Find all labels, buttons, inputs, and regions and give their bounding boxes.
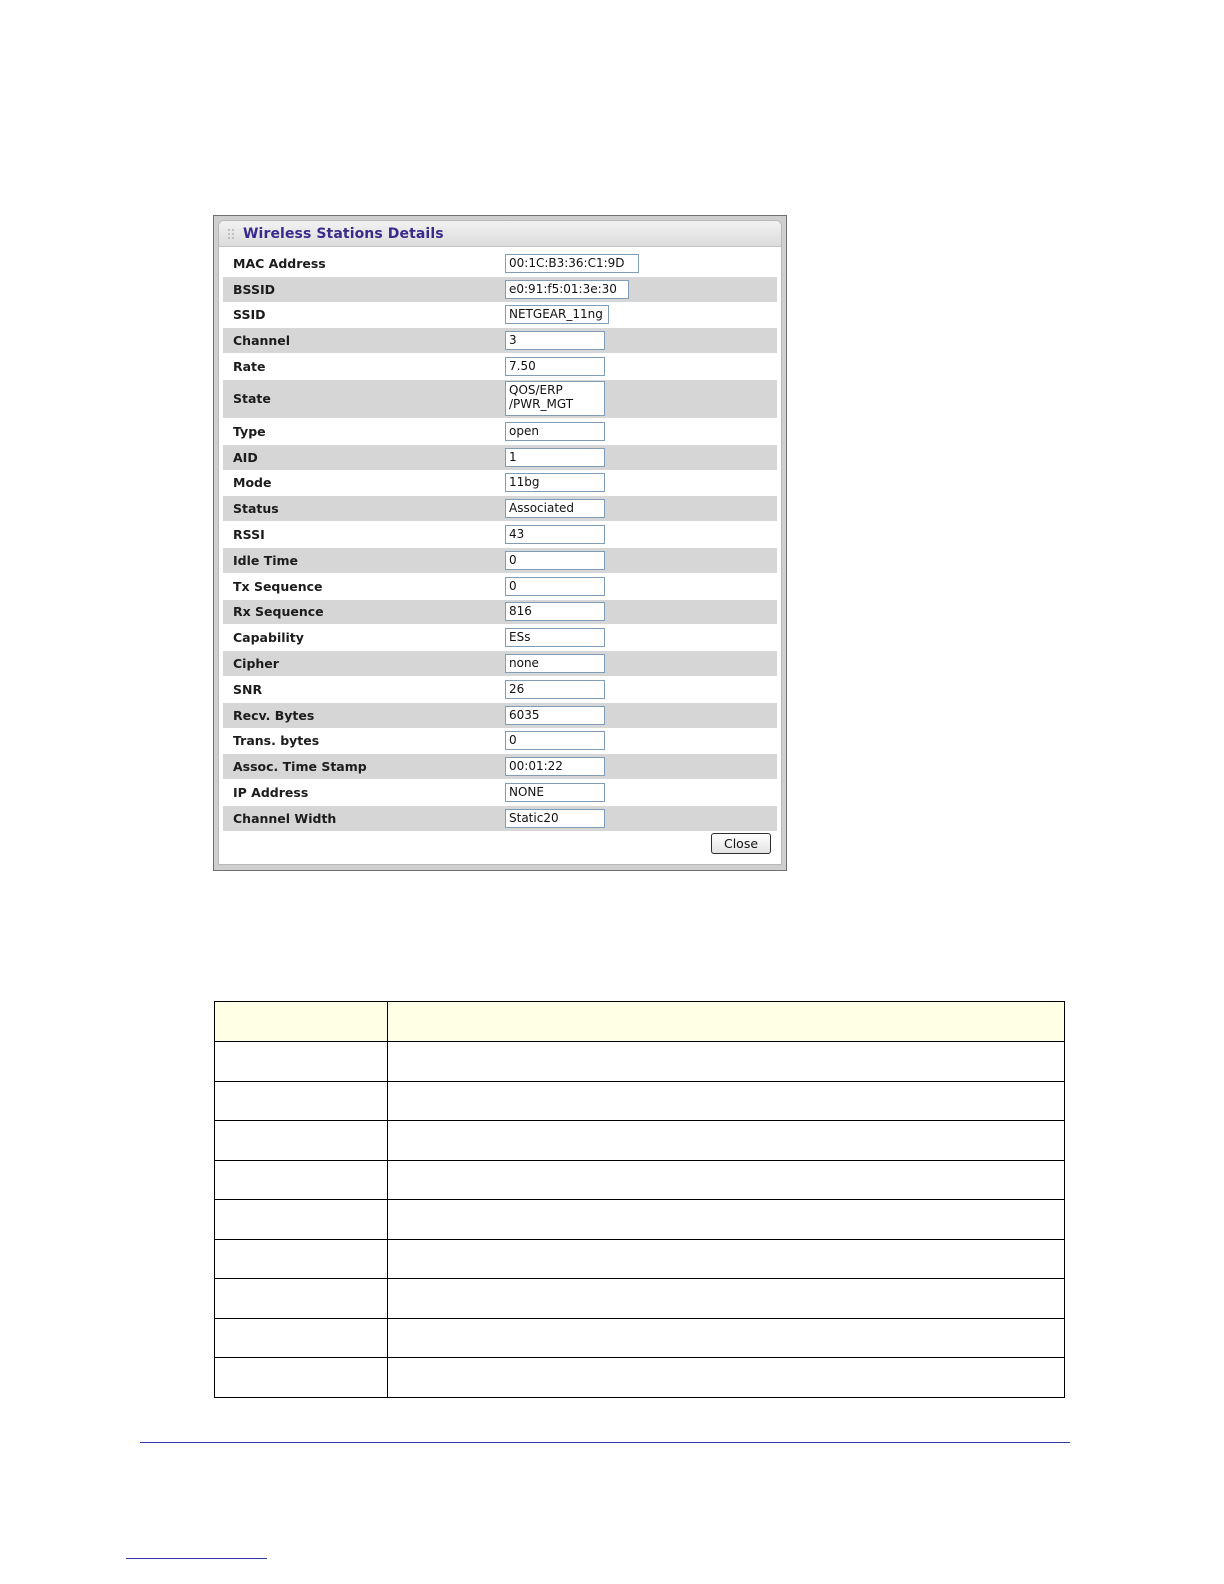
detail-label: BSSID	[233, 281, 275, 297]
tx-sequence-field[interactable]: 0	[505, 577, 605, 596]
detail-row-snr	[223, 677, 777, 703]
trans-bytes-field[interactable]: 0	[505, 731, 605, 750]
detail-row-capability	[223, 625, 777, 651]
status-field[interactable]: Associated	[505, 499, 605, 518]
detail-label: IP Address	[233, 785, 309, 801]
detail-label: RSSI	[233, 527, 265, 543]
type-field[interactable]: open	[505, 422, 605, 441]
dialog-header	[219, 221, 781, 247]
dialog-title: Wireless Stations Details	[243, 225, 444, 242]
recv-bytes-field[interactable]: 6035	[505, 706, 605, 725]
table-cell	[215, 1200, 388, 1240]
detail-row-state	[223, 380, 777, 419]
detail-row-assoc-time-stamp	[223, 754, 777, 780]
table-row	[215, 1160, 1065, 1200]
table-cell	[388, 1279, 1065, 1319]
detail-label: Channel	[233, 333, 291, 349]
detail-label: Channel Width	[233, 810, 337, 826]
dialog-panel	[218, 220, 782, 865]
detail-label: SSID	[233, 307, 266, 323]
detail-label: AID	[233, 449, 258, 465]
table-cell	[388, 1081, 1065, 1121]
detail-label: Trans. bytes	[233, 733, 320, 749]
mode-field[interactable]: 11bg	[505, 473, 605, 492]
rssi-field[interactable]: 43	[505, 525, 605, 544]
table-row	[215, 1318, 1065, 1358]
detail-label: Mode	[233, 475, 272, 491]
table-cell	[388, 1160, 1065, 1200]
detail-row-status	[223, 496, 777, 522]
ip-address-field[interactable]: NONE	[505, 783, 605, 802]
assoc-time-stamp-field[interactable]: 00:01:22	[505, 757, 605, 776]
table-row	[215, 1279, 1065, 1319]
detail-label: Rx Sequence	[233, 604, 324, 620]
detail-row-cipher	[223, 651, 777, 677]
footer-link-underline	[126, 1558, 267, 1559]
detail-label: Rate	[233, 359, 266, 375]
detail-row-ip-address	[223, 780, 777, 806]
table-cell	[388, 1200, 1065, 1240]
table-row	[215, 1358, 1065, 1398]
table-cell	[215, 1318, 388, 1358]
detail-row-idle-time	[223, 548, 777, 574]
aid-field[interactable]: 1	[505, 448, 605, 467]
detail-row-recv-bytes	[223, 703, 777, 729]
wireless-stations-details-dialog	[213, 215, 787, 871]
detail-label: Status	[233, 501, 279, 517]
detail-label: MAC Address	[233, 255, 326, 271]
detail-label: Assoc. Time Stamp	[233, 759, 367, 775]
detail-label: Recv. Bytes	[233, 707, 315, 723]
table-row	[215, 1239, 1065, 1279]
detail-row-channel	[223, 328, 777, 354]
table-header-cell	[215, 1002, 388, 1042]
detail-label: SNR	[233, 681, 263, 697]
footer-divider	[140, 1442, 1070, 1443]
capability-field[interactable]: ESs	[505, 628, 605, 647]
detail-label: State	[233, 391, 271, 407]
idle-time-field[interactable]: 0	[505, 551, 605, 570]
detail-row-type	[223, 419, 777, 445]
table-cell	[215, 1239, 388, 1279]
bssid-field[interactable]: e0:91:f5:01:3e:30	[505, 280, 629, 299]
detail-label: Capability	[233, 630, 304, 646]
detail-label: Type	[233, 423, 266, 439]
table-cell	[215, 1042, 388, 1082]
detail-row-trans-bytes	[223, 729, 777, 755]
table-cell	[388, 1042, 1065, 1082]
state-field[interactable]: QOS/ERP /PWR_MGT	[505, 381, 605, 416]
grip-icon	[227, 228, 235, 240]
table-cell	[215, 1081, 388, 1121]
table-row	[215, 1042, 1065, 1082]
table-cell	[215, 1160, 388, 1200]
table-cell	[215, 1279, 388, 1319]
rx-sequence-field[interactable]: 816	[505, 602, 605, 621]
detail-label: Idle Time	[233, 552, 299, 568]
mac-address-field[interactable]: 00:1C:B3:36:C1:9D	[505, 254, 639, 273]
channel-width-field[interactable]: Static20	[505, 809, 605, 828]
detail-row-tx-sequence	[223, 574, 777, 600]
table-cell	[388, 1358, 1065, 1398]
detail-label: Tx Sequence	[233, 578, 323, 594]
cipher-field[interactable]: none	[505, 654, 605, 673]
details-list	[223, 251, 777, 832]
table-cell	[215, 1121, 388, 1161]
ssid-field[interactable]: NETGEAR_11ng	[505, 305, 609, 324]
detail-row-rssi	[223, 522, 777, 548]
table-cell	[388, 1121, 1065, 1161]
table-cell	[388, 1318, 1065, 1358]
table-header-row	[215, 1002, 1065, 1042]
detail-row-rx-sequence	[223, 600, 777, 626]
table-header-cell	[388, 1002, 1065, 1042]
description-table	[214, 1001, 1065, 1398]
channel-field[interactable]: 3	[505, 331, 605, 350]
close-button[interactable]: Close	[711, 833, 771, 854]
table-cell	[215, 1358, 388, 1398]
table-row	[215, 1081, 1065, 1121]
detail-row-mac-address	[223, 251, 777, 277]
snr-field[interactable]: 26	[505, 680, 605, 699]
table-row	[215, 1200, 1065, 1240]
detail-row-mode	[223, 471, 777, 497]
table-row	[215, 1121, 1065, 1161]
detail-row-bssid	[223, 277, 777, 303]
rate-field[interactable]: 7.50	[505, 357, 605, 376]
detail-row-channel-width	[223, 806, 777, 832]
detail-row-aid	[223, 445, 777, 471]
detail-label: Cipher	[233, 656, 279, 672]
detail-row-ssid	[223, 303, 777, 329]
table-cell	[388, 1239, 1065, 1279]
detail-row-rate	[223, 354, 777, 380]
